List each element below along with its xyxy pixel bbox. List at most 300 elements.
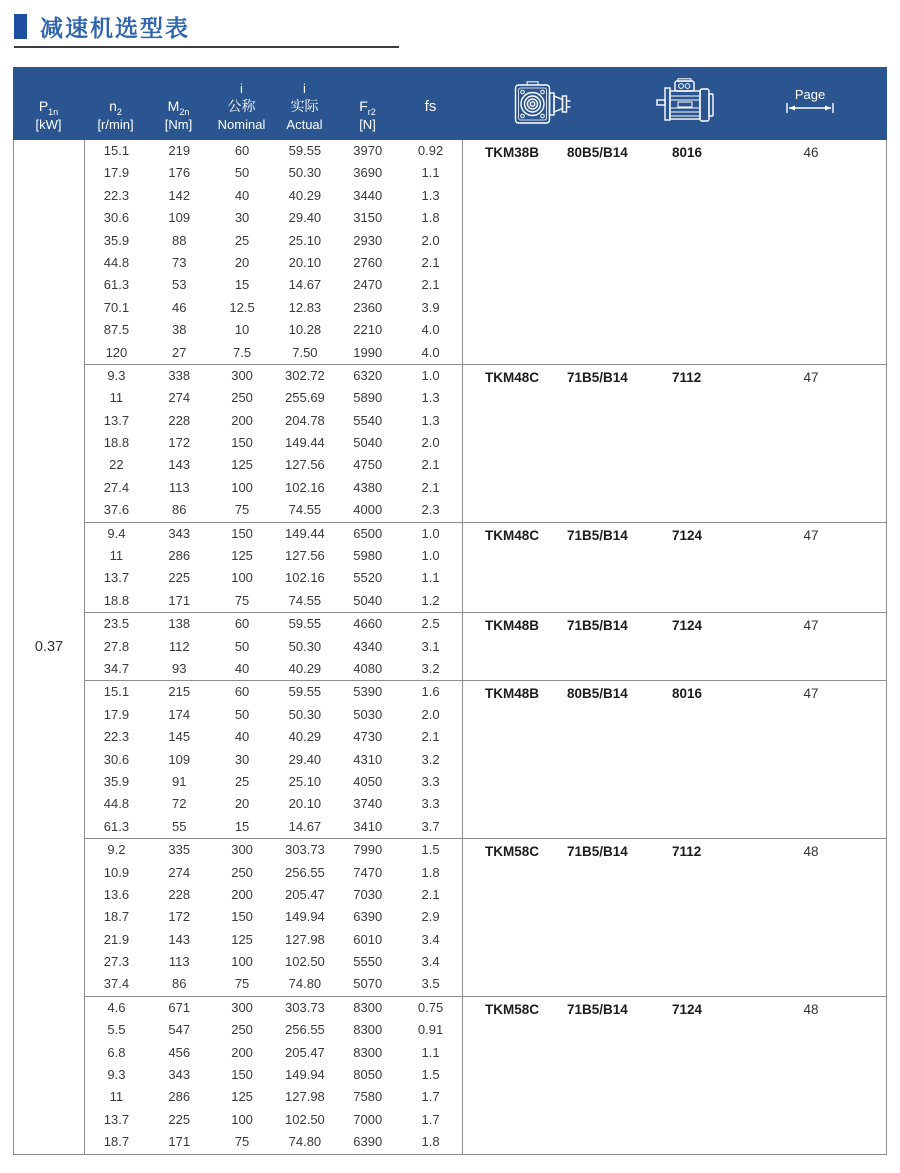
cell-m2n: 88 [172, 232, 187, 248]
cell-n2: 13.6 [103, 886, 130, 902]
group-data [85, 997, 463, 1154]
title-marker-icon [14, 14, 27, 39]
p1n-value: 0.37 [34, 638, 64, 655]
cell-fr2: 3150 [353, 210, 383, 226]
cell-fs: 1.1 [421, 1044, 440, 1060]
cell-fr2: 2360 [353, 299, 383, 315]
cell-fr2: 8300 [353, 999, 383, 1015]
header-col-p1n: $P_{1n}$ [kW] [35, 98, 62, 132]
cell-fr2: 2470 [353, 277, 383, 293]
cell-i-actual: 12.83 [288, 299, 322, 315]
cell-fr2: 5040 [353, 435, 383, 451]
cell-m2n: 109 [168, 210, 191, 226]
cell-m2n: 215 [168, 684, 191, 700]
cell-i-actual: 14.67 [288, 818, 322, 834]
cell-m2n: 343 [168, 525, 191, 541]
cell-fr2: 5540 [353, 412, 383, 428]
cell-n2: 18.8 [103, 592, 130, 608]
cell-m2n: 274 [168, 864, 191, 880]
cell-fr2: 5550 [353, 954, 383, 970]
cell-i-actual: 40.29 [288, 660, 322, 676]
page-number: 48 [803, 844, 819, 860]
motor-size-label: 8016 [672, 145, 703, 160]
table-row [85, 906, 462, 928]
selection-table [13, 67, 887, 1155]
cell-i-nominal: 200 [231, 886, 253, 902]
cell-i-nominal: 125 [231, 931, 253, 947]
cell-fs: 3.4 [421, 954, 440, 970]
cell-n2: 9.2 [107, 842, 126, 858]
cell-n2: 87.5 [103, 322, 130, 338]
group-data [85, 523, 463, 613]
cell-m2n: 671 [168, 999, 191, 1015]
cell-i-nominal: 75 [234, 1134, 250, 1150]
cell-fr2: 7030 [353, 886, 383, 902]
group-labels [463, 839, 886, 996]
cell-i-nominal: 100 [231, 570, 253, 586]
cell-fs: 1.3 [421, 412, 440, 428]
table-row [85, 162, 462, 184]
cell-i-actual: 40.29 [288, 729, 322, 745]
cell-n2: 10.9 [103, 864, 130, 880]
cell-m2n: 286 [168, 1089, 191, 1105]
table-row [85, 410, 462, 432]
page-number: 48 [803, 1001, 819, 1017]
table-row [85, 613, 462, 635]
cell-fr2: 6390 [353, 1134, 383, 1150]
cell-i-nominal: 125 [231, 1089, 253, 1105]
model-label: TKM58C [485, 844, 540, 860]
table-row [85, 297, 462, 319]
table-row [85, 477, 462, 499]
cell-fs: 1.6 [421, 684, 440, 700]
flange-label: 71B5/B14 [567, 844, 628, 860]
cell-n2: 13.7 [103, 1111, 130, 1127]
cell-m2n: 72 [172, 796, 187, 812]
p1n-merged-cell [14, 140, 85, 1154]
table-row [85, 884, 462, 906]
cell-n2: 17.9 [103, 706, 130, 722]
cell-n2: 5.5 [107, 1022, 126, 1038]
cell-m2n: 547 [168, 1022, 191, 1038]
cell-i-nominal: 12.5 [229, 299, 255, 315]
cell-n2: 18.8 [103, 435, 130, 451]
cell-fs: 3.5 [421, 976, 440, 992]
cell-fr2: 7470 [353, 864, 383, 880]
cell-n2: 17.9 [103, 165, 130, 181]
group-block-tkm58c [85, 838, 886, 996]
table-row [85, 207, 462, 229]
group-labels [463, 997, 886, 1154]
cell-m2n: 138 [168, 616, 191, 632]
cell-fr2: 2930 [353, 232, 383, 248]
cell-m2n: 93 [172, 660, 187, 676]
cell-i-nominal: 300 [231, 842, 253, 858]
header-col-i-actual: i 实际 Actual [286, 81, 323, 132]
cell-fs: 1.3 [421, 187, 440, 203]
cell-i-nominal: 60 [234, 143, 250, 158]
cell-i-actual: 102.50 [285, 1111, 325, 1127]
cell-fr2: 5070 [353, 976, 383, 992]
cell-i-nominal: 60 [234, 684, 250, 700]
table-row [85, 274, 462, 296]
cell-i-actual: 255.69 [285, 390, 325, 406]
cell-i-actual: 25.10 [288, 773, 322, 789]
cell-n2: 9.4 [107, 525, 126, 541]
electric-motor-icon [656, 78, 718, 128]
group-block-tkm58c [85, 996, 886, 1154]
cell-fs: 2.1 [421, 277, 440, 293]
cell-n2: 11 [109, 1089, 124, 1105]
cell-m2n: 46 [172, 299, 187, 315]
cell-fr2: 3970 [353, 143, 383, 158]
cell-n2: 23.5 [103, 616, 130, 632]
worm-gearbox-icon [514, 81, 572, 127]
cell-m2n: 55 [172, 818, 187, 834]
table-row [85, 839, 462, 861]
cell-m2n: 38 [172, 322, 187, 338]
cell-n2: 61.3 [103, 818, 130, 834]
cell-i-nominal: 50 [234, 638, 250, 654]
page-label: Page [794, 87, 826, 102]
group-block-tkm38b [85, 140, 886, 364]
flange-label: 80B5/B14 [567, 686, 628, 702]
cell-i-nominal: 300 [231, 999, 253, 1015]
cell-fs: 0.91 [417, 1022, 444, 1038]
cell-fs: 3.4 [421, 931, 440, 947]
cell-m2n: 53 [172, 277, 187, 293]
cell-m2n: 174 [168, 706, 191, 722]
model-label: TKM48B [485, 618, 540, 634]
cell-fr2: 4380 [353, 479, 383, 495]
cell-m2n: 228 [168, 886, 191, 902]
cell-fs: 3.1 [421, 638, 440, 654]
table-row [85, 636, 462, 658]
cell-m2n: 143 [168, 931, 191, 947]
cell-i-nominal: 75 [234, 592, 250, 608]
cell-i-actual: 149.44 [285, 435, 325, 451]
cell-m2n: 145 [168, 729, 191, 745]
cell-fr2: 3440 [353, 187, 383, 203]
cell-fr2: 7990 [353, 842, 383, 858]
cell-n2: 37.4 [103, 976, 130, 992]
cell-fs: 2.3 [421, 502, 440, 518]
motor-size-label: 7124 [672, 527, 703, 543]
table-row [85, 432, 462, 454]
cell-fr2: 4340 [353, 638, 383, 654]
cell-n2: 120 [105, 344, 128, 360]
table-row [85, 1019, 462, 1041]
cell-n2: 21.9 [103, 931, 130, 947]
cell-m2n: 86 [172, 976, 187, 992]
table-row [85, 319, 462, 341]
cell-n2: 18.7 [103, 1134, 130, 1150]
page-number: 47 [803, 618, 819, 634]
cell-i-nominal: 150 [231, 909, 253, 925]
table-row [85, 951, 462, 973]
cell-i-actual: 20.10 [288, 254, 322, 270]
cell-m2n: 109 [168, 751, 191, 767]
cell-n2: 22.3 [103, 187, 130, 203]
cell-n2: 18.7 [103, 909, 130, 925]
group-data [85, 365, 463, 522]
cell-fs: 0.75 [417, 999, 444, 1015]
table-row [85, 1042, 462, 1064]
cell-m2n: 113 [168, 479, 190, 495]
cell-i-nominal: 250 [231, 390, 253, 406]
motor-size-label: 7124 [672, 1001, 703, 1017]
cell-n2: 44.8 [103, 254, 130, 270]
cell-fs: 4.0 [421, 344, 440, 360]
cell-i-nominal: 100 [231, 1111, 253, 1127]
table-row [85, 387, 462, 409]
cell-fs: 2.5 [421, 616, 440, 632]
flange-label: 80B5/B14 [567, 145, 628, 160]
model-label: TKM48B [485, 686, 540, 702]
cell-fs: 2.9 [421, 909, 440, 925]
cell-i-actual: 303.73 [285, 842, 325, 858]
cell-fr2: 8050 [353, 1067, 383, 1083]
table-row [85, 658, 462, 680]
cell-n2: 44.8 [103, 796, 130, 812]
cell-i-nominal: 40 [234, 187, 250, 203]
cell-n2: 22 [109, 457, 124, 473]
table-row [85, 726, 462, 748]
cell-fs: 1.2 [421, 592, 440, 608]
table-row [85, 1109, 462, 1131]
cell-i-actual: 127.56 [285, 548, 325, 564]
page-number: 47 [803, 527, 819, 543]
cell-i-actual: 40.29 [288, 187, 322, 203]
group-data [85, 839, 463, 996]
cell-m2n: 172 [168, 435, 191, 451]
cell-fr2: 4660 [353, 616, 383, 632]
cell-n2: 15.1 [103, 143, 130, 158]
table-row [85, 816, 462, 838]
cell-i-actual: 127.98 [285, 931, 325, 947]
cell-i-nominal: 200 [231, 412, 253, 428]
cell-fs: 1.1 [421, 165, 440, 181]
cell-fs: 1.5 [421, 842, 440, 858]
cell-i-nominal: 20 [234, 796, 250, 812]
cell-fr2: 4050 [353, 773, 383, 789]
cell-n2: 37.6 [103, 502, 130, 518]
cell-i-nominal: 75 [234, 502, 250, 518]
flange-label: 71B5/B14 [567, 369, 628, 385]
cell-m2n: 143 [168, 457, 191, 473]
cell-fr2: 6320 [353, 367, 383, 383]
page-number: 47 [803, 369, 819, 385]
cell-fr2: 4730 [353, 729, 383, 745]
cell-i-actual: 74.80 [288, 976, 322, 992]
header-col-fr2: $F_{r2}$ [N] [359, 98, 376, 132]
cell-i-nominal: 60 [234, 616, 250, 632]
cell-fs: 1.0 [421, 548, 440, 564]
cell-i-nominal: 250 [231, 1022, 253, 1038]
group-data [85, 140, 463, 364]
group-labels [463, 613, 886, 680]
cell-i-actual: 10.28 [288, 322, 322, 338]
cell-fs: 2.1 [421, 729, 440, 745]
table-row [85, 499, 462, 521]
table-row [85, 523, 462, 545]
cell-fr2: 6500 [353, 525, 383, 541]
cell-i-actual: 204.78 [285, 412, 325, 428]
cell-n2: 22.3 [103, 729, 130, 745]
cell-m2n: 112 [168, 638, 190, 654]
cell-n2: 6.8 [107, 1044, 126, 1060]
cell-fs: 1.7 [421, 1089, 440, 1105]
cell-m2n: 228 [168, 412, 191, 428]
cell-fs: 1.7 [421, 1111, 440, 1127]
dimension-arrow-icon [785, 102, 835, 114]
cell-fr2: 4750 [353, 457, 383, 473]
cell-n2: 27.3 [103, 954, 130, 970]
cell-fs: 2.0 [421, 232, 440, 248]
cell-fr2: 8300 [353, 1022, 383, 1038]
cell-fs: 2.0 [421, 435, 440, 451]
cell-n2: 13.7 [103, 412, 130, 428]
cell-i-nominal: 100 [231, 479, 253, 495]
cell-fr2: 5980 [353, 548, 383, 564]
cell-m2n: 27 [172, 344, 187, 360]
cell-fr2: 4310 [353, 751, 383, 767]
cell-fr2: 5040 [353, 592, 383, 608]
table-row [85, 1086, 462, 1108]
cell-fs: 1.3 [421, 390, 440, 406]
cell-i-nominal: 25 [234, 773, 250, 789]
cell-i-actual: 59.55 [288, 684, 322, 700]
table-row [85, 590, 462, 612]
cell-fr2: 3740 [353, 796, 383, 812]
page-column-header [785, 87, 835, 114]
cell-i-actual: 102.16 [285, 570, 325, 586]
cell-fs: 1.1 [421, 570, 440, 586]
cell-i-actual: 7.50 [292, 344, 318, 360]
group-data [85, 613, 463, 680]
cell-fr2: 2210 [353, 322, 383, 338]
cell-fr2: 2760 [353, 254, 383, 270]
cell-i-nominal: 15 [234, 277, 250, 293]
table-row [85, 704, 462, 726]
table-row [85, 681, 462, 703]
table-row [85, 545, 462, 567]
cell-m2n: 343 [168, 1067, 191, 1083]
cell-i-actual: 50.30 [288, 638, 322, 654]
table-row [85, 1064, 462, 1086]
cell-n2: 11 [109, 548, 124, 564]
cell-fr2: 3690 [353, 165, 383, 181]
cell-m2n: 73 [172, 254, 187, 270]
model-label: TKM48C [485, 527, 540, 543]
cell-i-actual: 25.10 [288, 232, 322, 248]
flange-label: 71B5/B14 [567, 1001, 628, 1017]
cell-m2n: 176 [168, 165, 191, 181]
motor-size-label: 7112 [672, 844, 702, 860]
cell-n2: 27.8 [103, 638, 130, 654]
page-title: 减速机选型表 [40, 15, 190, 41]
cell-i-actual: 50.30 [288, 165, 322, 181]
header-col-i-nominal: i 公称 Nominal [217, 81, 266, 132]
table-row [85, 749, 462, 771]
cell-fr2: 1990 [353, 344, 383, 360]
table-row [85, 793, 462, 815]
cell-fr2: 3410 [353, 818, 383, 834]
cell-i-nominal: 100 [231, 954, 253, 970]
cell-fr2: 5890 [353, 390, 383, 406]
cell-i-nominal: 250 [231, 864, 253, 880]
flange-label: 71B5/B14 [567, 618, 628, 634]
cell-m2n: 225 [168, 1111, 191, 1127]
group-labels [463, 681, 886, 838]
cell-i-actual: 29.40 [288, 210, 322, 226]
cell-fs: 4.0 [421, 322, 440, 338]
cell-i-actual: 303.73 [285, 999, 325, 1015]
cell-fs: 1.8 [421, 864, 440, 880]
motor-size-label: 7112 [672, 369, 702, 385]
cell-fs: 3.2 [421, 751, 440, 767]
cell-n2: 70.1 [103, 299, 130, 315]
cell-m2n: 219 [168, 143, 191, 158]
cell-i-nominal: 50 [234, 706, 250, 722]
cell-i-actual: 59.55 [288, 143, 322, 158]
cell-n2: 30.6 [103, 210, 130, 226]
cell-i-actual: 74.55 [288, 592, 322, 608]
cell-i-nominal: 40 [234, 660, 250, 676]
group-labels [463, 523, 886, 613]
cell-i-nominal: 20 [234, 254, 250, 270]
cell-n2: 34.7 [103, 660, 130, 676]
cell-i-actual: 14.67 [288, 277, 322, 293]
cell-fs: 1.8 [421, 210, 440, 226]
cell-fr2: 4000 [353, 502, 383, 518]
header-col-fs: fs [424, 98, 437, 115]
cell-fr2: 6390 [353, 909, 383, 925]
cell-i-actual: 74.80 [288, 1134, 322, 1150]
cell-m2n: 86 [172, 502, 187, 518]
cell-i-nominal: 50 [234, 165, 250, 181]
page-number: 47 [803, 686, 819, 702]
cell-fs: 2.1 [421, 479, 440, 495]
cell-fr2: 8300 [353, 1044, 383, 1060]
group-labels [463, 140, 886, 364]
cell-i-nominal: 10 [234, 322, 250, 338]
table-row [85, 252, 462, 274]
cell-i-actual: 20.10 [288, 796, 322, 812]
cell-i-actual: 102.50 [285, 954, 325, 970]
cell-m2n: 172 [168, 909, 191, 925]
group-block-tkm48b [85, 680, 886, 838]
cell-fs: 2.1 [421, 457, 440, 473]
cell-fs: 1.8 [421, 1134, 440, 1150]
table-row [85, 771, 462, 793]
cell-i-nominal: 150 [231, 1067, 253, 1083]
cell-i-nominal: 30 [234, 751, 250, 767]
group-block-tkm48c [85, 522, 886, 613]
cell-m2n: 286 [168, 548, 191, 564]
cell-m2n: 456 [168, 1044, 191, 1060]
cell-i-nominal: 25 [234, 232, 250, 248]
table-row [85, 973, 462, 995]
cell-m2n: 171 [168, 1134, 191, 1150]
cell-fs: 1.0 [421, 367, 440, 383]
table-row [85, 567, 462, 589]
cell-n2: 13.7 [103, 570, 130, 586]
cell-i-nominal: 150 [231, 525, 253, 541]
cell-i-actual: 127.98 [285, 1089, 325, 1105]
cell-i-actual: 205.47 [285, 886, 325, 902]
cell-i-actual: 29.40 [288, 751, 322, 767]
